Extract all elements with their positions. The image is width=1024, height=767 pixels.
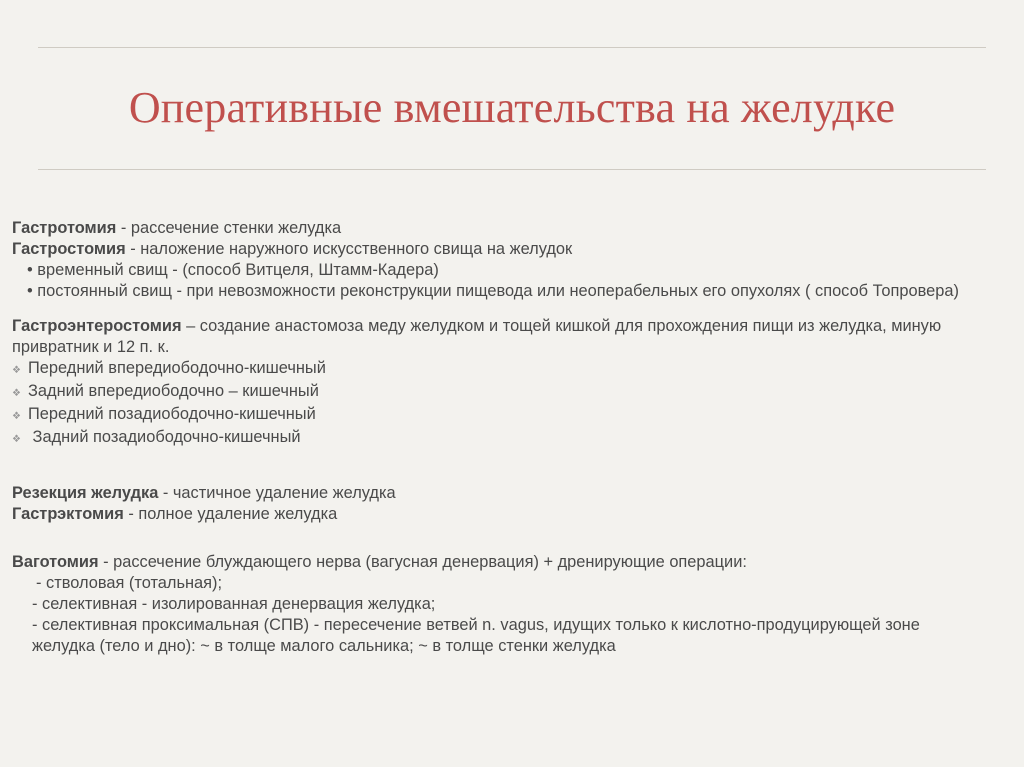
vagotomy-item-2: - селективная - изолированная денервация желудка; <box>32 595 436 613</box>
top-divider <box>38 47 986 48</box>
slide-body <box>12 218 1012 657</box>
gastrostomy-term: Гастростомия <box>12 240 126 258</box>
slide-title: Оперативные вмешательства на желудке <box>128 83 896 132</box>
gastrotomy-term: Гастротомия <box>12 219 117 237</box>
gastrotomy-line <box>12 218 1012 239</box>
list-item: ❖ Передний позадиободочно-кишечный <box>12 404 1012 427</box>
gastrostomy-bullet-1: • временный свищ - (способ Витцеля, Штамм-Кадера) <box>27 261 439 279</box>
gastrotomy-desc: - рассечение стенки желудка <box>116 219 342 237</box>
gastroenterostomy-desc: – создание анастомоза меду желудком и тощей кишкой для прохождения пищи из желудка, миную привратник и 12 п. к. <box>12 317 942 356</box>
resection-term: Резекция желудка <box>12 484 159 502</box>
gastrectomy-term: Гастрэктомия <box>12 505 124 523</box>
gastrostomy-line <box>12 239 1012 260</box>
vagotomy-item-1: - стволовая (тотальная); <box>36 574 223 592</box>
diamond-bullet-icon: ❖ <box>12 365 21 376</box>
gastrectomy-line <box>12 504 1012 525</box>
diamond-bullet-icon: ❖ <box>12 388 21 399</box>
vagotomy-desc: - рассечение блуждающего нерва (вагусная денервация) + дренирующие операции: <box>98 553 747 571</box>
list-item: ❖ Задний позадиободочно-кишечный <box>12 427 1012 450</box>
gastroenterostomy-term: Гастроэнтеростомия <box>12 317 182 335</box>
resection-line <box>12 483 1012 504</box>
vagotomy-line <box>12 552 1012 573</box>
resection-desc: - частичное удаление желудка <box>158 484 396 502</box>
gastrectomy-desc: - полное удаление желудка <box>123 505 338 523</box>
vagotomy-term: Ваготомия <box>12 553 99 571</box>
bottom-divider <box>38 169 986 170</box>
list-item: ❖ Задний впередиободочно – кишечный <box>12 381 1012 404</box>
gastrostomy-desc: - наложение наружного искусственного свища на желудок <box>125 240 573 258</box>
diamond-bullet-icon: ❖ <box>12 434 21 445</box>
list-item: ❖ Передний впередиободочно-кишечный <box>12 358 1012 381</box>
diamond-bullet-icon: ❖ <box>12 411 21 422</box>
vagotomy-item-3: - селективная проксимальная (СПВ) - пересечение ветвей n. vagus, идущих только к кислотно-продуцирующей зоне желудка (тело и дно): ~ в толще малого сальника; ~ в толще стенки желудка <box>32 616 920 655</box>
gastrostomy-bullet-2: • постоянный свищ - при невозможности реконструкции пищевода или неоперабельных его опухолях ( способ Топровера) <box>27 282 959 300</box>
gastroenterostomy-line <box>12 316 1007 358</box>
